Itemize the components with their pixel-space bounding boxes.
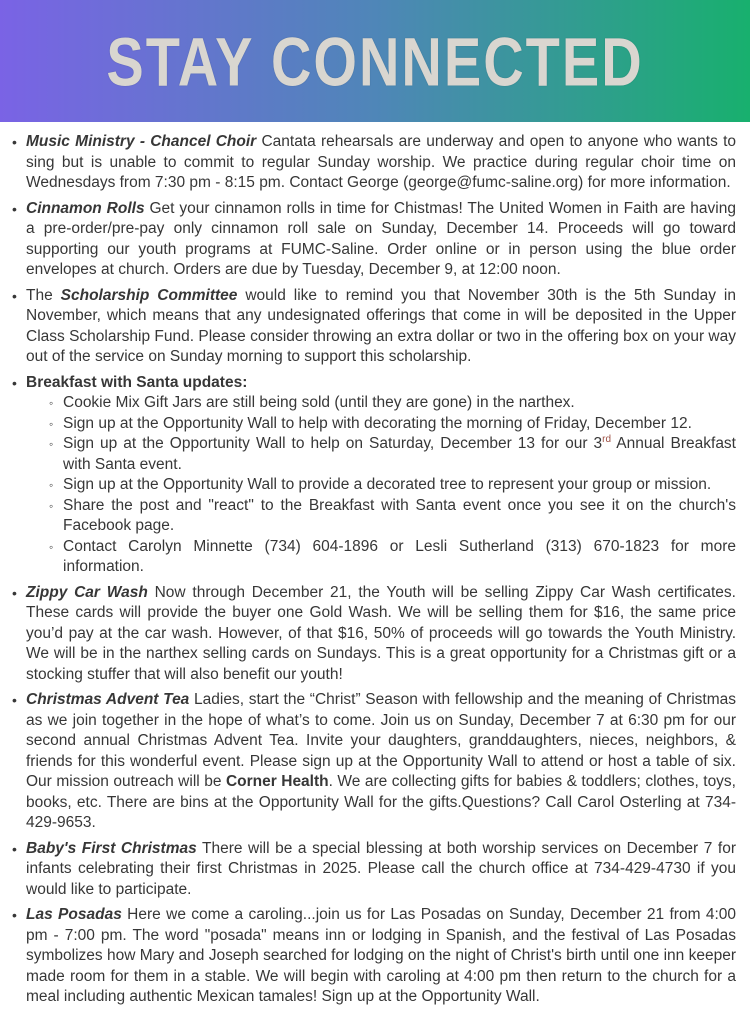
announcement-subitem: [26, 414, 736, 435]
bullet-icon: •: [12, 907, 17, 923]
bullet-icon: •: [12, 840, 17, 857]
text-segment: Cookie Mix Gift Jars are still being sold (until they are gone) in the narthex.: [63, 394, 575, 411]
announcements-list: [0, 122, 750, 1018]
text-segment: The: [26, 286, 61, 304]
announcement-text: [26, 839, 736, 901]
bullet-icon: •: [12, 374, 17, 391]
text-segment: Cinnamon Rolls: [26, 199, 145, 217]
text-segment: would like to remind you that November 30th is the 5th Sunday in November, which means that any undesignated offerings that come in will be deposited in the Upper Class Scholarship Fund. Please consider throwing an extra dollar or two in the offering box on your way out of the service on Sunday morning to support this scholarship.: [26, 286, 736, 365]
subitem-text: [63, 537, 736, 578]
announcement-item: [12, 199, 736, 281]
announcement-text: [26, 905, 736, 1008]
announcement-text: [26, 690, 736, 834]
text-segment: Contact Carolyn Minnette (734) 604-1896 or Lesli Sutherland (313) 670-1823 for more information.: [63, 537, 736, 575]
subitem-text: [63, 393, 736, 414]
text-segment: Breakfast with Santa updates:: [26, 373, 248, 391]
announcement-subitem: [26, 496, 736, 537]
text-segment: Annual Breakfast with Santa event.: [63, 435, 736, 473]
announcement-item: [12, 690, 736, 834]
text-segment: rd: [602, 433, 612, 445]
text-segment: Sign up at the Opportunity Wall to provide a decorated tree to represent your group or mission.: [63, 476, 712, 493]
text-segment: Music Ministry - Chancel Choir: [26, 133, 257, 150]
announcement-text: [26, 583, 736, 686]
text-segment: Share the post and "react" to the Breakfast with Santa event once you see it on the church's Facebook page.: [63, 496, 736, 534]
text-segment: Here we come a caroling...join us for Las Posadas on Sunday, December 21 from 4:00 pm - 7:00 pm. The word "posada" means inn or lodging in Spanish, and the festival of Las Posadas symbolizes how Mary and Joseph searched for lodging on the night of Christ's birth until one inn keeper made room for them in a stable. We will begin with caroling at 4:00 pm then return to the church for a meal including authentic Mexican tamales! Sign up at the Opportunity Wall.: [26, 906, 737, 1005]
announcement-item: [12, 373, 736, 578]
page-title: STAY CONNECTED: [106, 22, 644, 100]
announcement-subitem: [26, 434, 736, 475]
subitem-text: [63, 475, 736, 496]
subitem-text: [63, 496, 736, 537]
announcement-subitem: [26, 393, 736, 414]
announcement-item: [12, 132, 736, 194]
announcement-text: [26, 199, 736, 281]
text-segment: Sign up at the Opportunity Wall to help with decorating the morning of Friday, December 12.: [63, 414, 692, 432]
text-segment: Scholarship Committee: [60, 286, 238, 304]
text-segment: . We are collecting gifts for babies & toddlers; clothes, toys, books, etc. There are bins at the Opportunity Wall for the gifts.Questions? Call Carol Osterling at 734-429-9653.: [26, 773, 736, 831]
text-segment: Sign up at the Opportunity Wall to help on Saturday, December 13 for our 3: [63, 435, 603, 452]
announcement-text: [26, 373, 736, 578]
bullet-icon: •: [12, 200, 17, 217]
text-segment: Now through December 21, the Youth will be selling Zippy Car Wash certificates. These cards will provide the buyer one Gold Wash. We will be selling them for $16, the same price you’d pay at the car wash. However, of that $16, 50% of proceeds will go towards the Youth Ministry. We will be in the narthex selling cards on Sundays. This is a great opportunity for a Christmas gift or a stocking stuffer that will also benefit our youth!: [26, 583, 736, 683]
circle-bullet-icon: ◦: [49, 478, 54, 492]
announcement-item: [12, 583, 736, 686]
bullet-icon: •: [12, 134, 17, 150]
bullet-icon: •: [12, 692, 17, 708]
subitem-text: [63, 414, 736, 435]
circle-bullet-icon: ◦: [49, 437, 54, 451]
announcement-item: [12, 839, 736, 901]
text-segment: Las Posadas: [26, 906, 122, 923]
banner: [0, 0, 750, 122]
bullet-icon: •: [12, 287, 17, 304]
announcement-text: [26, 132, 736, 194]
circle-bullet-icon: ◦: [49, 396, 54, 410]
announcement-sublist: [26, 393, 736, 578]
text-segment: Baby's First Christmas: [26, 839, 197, 857]
text-segment: Corner Health: [225, 773, 329, 790]
circle-bullet-icon: ◦: [49, 416, 54, 431]
text-segment: There will be a special blessing at both worship services on December 7 for infants celebrating their first Christmas in 2025. Please call the church office at 734-429-4730 if you would like to participate.: [26, 839, 736, 898]
text-segment: Christmas Advent Tea: [26, 691, 190, 708]
subitem-text: [63, 434, 736, 475]
announcement-subitem: [26, 537, 736, 578]
text-segment: Get your cinnamon rolls in time for Chistmas! The United Women in Faith are having a pre-order/pre-pay only cinnamon roll sale on Sunday, December 14. Proceeds will go toward supporting our youth programs at FUMC-Saline. Order online or in person using the blue order envelopes at church. Orders are due by Tuesday, December 9, at 12:00 noon.: [26, 199, 736, 278]
circle-bullet-icon: ◦: [49, 498, 54, 513]
text-segment: Ladies, start the “Christ” Season with fellowship and the meaning of Christmas as we join together in the hope of what’s to come. Join us on Sunday, December 7 at 6:30 pm for our second annual Christmas Advent Tea. Invite your daughters, granddaughters, nieces, neighbors, & friends for this wonderful event. Please sign up at the Opportunity Wall to attend or host a table of six. Our mission outreach will be: [26, 691, 736, 790]
text-segment: Zippy Car Wash: [26, 583, 148, 601]
announcement-item: [12, 905, 736, 1008]
bullet-icon: •: [12, 584, 17, 601]
announcement-subitem: [26, 475, 736, 496]
announcement-item: [12, 286, 736, 368]
announcement-text: [26, 286, 736, 368]
text-segment: Cantata rehearsals are underway and open to anyone who wants to sing but is unable to commit to regular Sunday worship. We practice during regular choir time on Wednesdays from 7:30 pm - 8:15 pm. Contact George (george@fumc-saline.org) for more information.: [26, 133, 737, 191]
circle-bullet-icon: ◦: [49, 539, 54, 554]
